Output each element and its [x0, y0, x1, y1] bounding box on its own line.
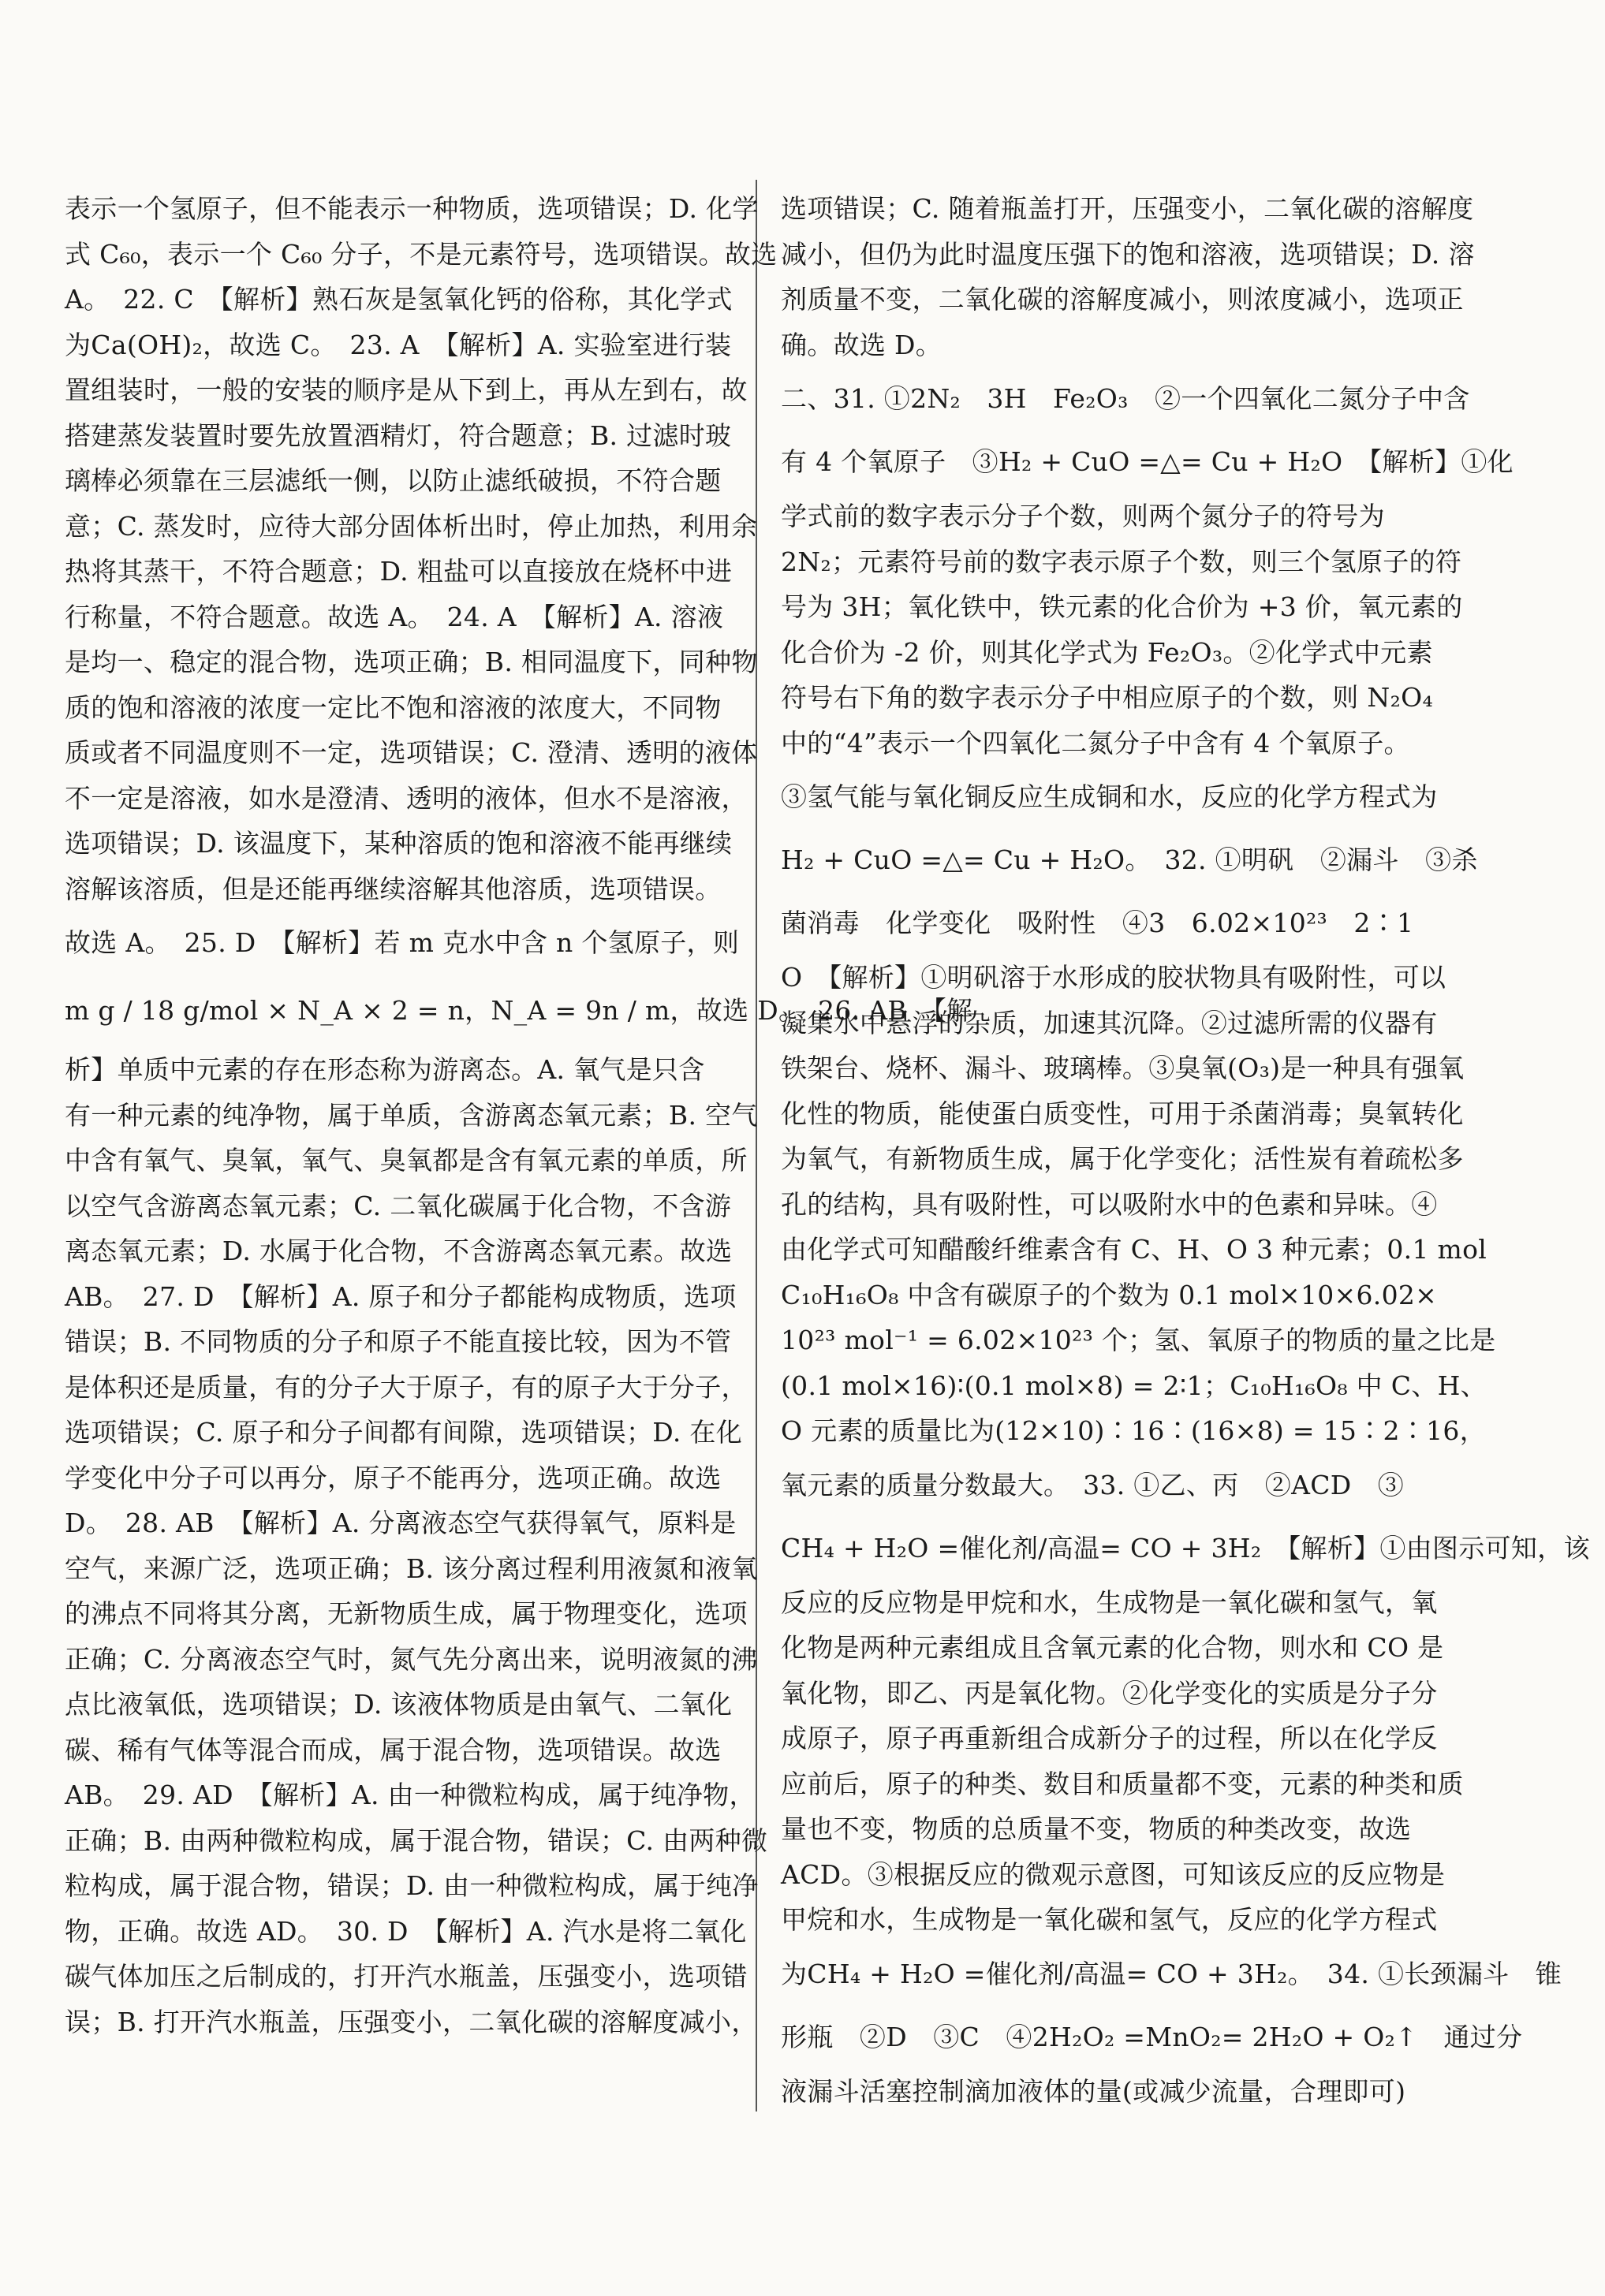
text-line: 液漏斗活塞控制滴加液体的量(或减少流量，合理即可) [781, 2075, 1406, 2107]
text-line: 以空气含游离态氧元素；C. 二氧化碳属于化合物，不含游 [65, 1190, 732, 1221]
text-line: 成原子，原子再重新组合成新分子的过程，所以在化学反 [781, 1723, 1438, 1754]
text-line: 10²³ mol⁻¹ = 6.02×10²³ 个；氢、氧原子的物质的量之比是 [781, 1325, 1496, 1355]
text-line: 热将其蒸干，不符合题意；D. 粗盐可以直接放在烧杯中进 [65, 556, 733, 587]
text-line: 点比液氧低，选项错误；D. 该液体物质是由氧气、二氧化 [65, 1689, 733, 1720]
text-line: 是均一、稳定的混合物，选项正确；B. 相同温度下，同种物 [65, 647, 758, 677]
text-line: 正确；C. 分离液态空气时，氮气先分离出来，说明液氮的沸 [65, 1643, 758, 1675]
text-line: 应前后，原子的种类、数目和质量都不变，元素的种类和质 [781, 1768, 1464, 1799]
text-line: 误；B. 打开汽水瓶盖，压强变小，二氧化碳的溶解度减小， [65, 2006, 758, 2037]
text-line: C₁₀H₁₆O₈ 中含有碳原子的个数为 0.1 mol×10×6.02× [781, 1279, 1438, 1310]
text-line: 减小，但仍为此时温度压强下的饱和溶液，选项错误；D. 溶 [781, 238, 1475, 270]
text-line: 氧元素的质量分数最大。 33. ①乙、丙 ②ACD ③ [781, 1469, 1405, 1500]
text-line: AB。 29. AD 【解析】A. 由一种微粒构成，属于纯净物， [65, 1780, 756, 1810]
text-line: 故选 A。 25. D 【解析】若 m 克水中含 n 个氢原子，则 [65, 927, 740, 958]
text-line: 中的“4”表示一个四氧化二氮分子中含有 4 个氧原子。 [781, 727, 1410, 758]
text-line: O 【解析】①明矾溶于水形成的胶状物具有吸附性，可以 [781, 962, 1446, 993]
text-line: 粒构成，属于混合物，错误；D. 由一种微粒构成，属于纯净 [65, 1870, 759, 1901]
text-line: m g / 18 g/mol × N_A × 2 = n，N_A = 9n / m，故选 D。 26. AB 【解 [65, 995, 973, 1026]
text-line: 化性的物质，能使蛋白质变性，可用于杀菌消毒；臭氧转化 [781, 1098, 1464, 1129]
text-line: 不一定是溶液，如水是澄清、透明的液体，但水不是溶液， [65, 782, 748, 814]
text-line: 形瓶 ②D ③C ④2H₂O₂ =MnO₂= 2H₂O + O₂↑ 通过分 [781, 2021, 1523, 2052]
text-line: 2N₂；元素符号前的数字表示原子个数，则三个氢原子的符 [781, 546, 1462, 577]
text-line: D。 28. AB 【解析】A. 分离液态空气获得氧气，原料是 [65, 1508, 737, 1538]
text-line: 搭建蒸发装置时要先放置酒精灯，符合题意；B. 过滤时玻 [65, 419, 732, 451]
text-line: 二、31. ①2N₂ 3H Fe₂O₃ ②一个四氧化二氮分子中含 [781, 383, 1470, 414]
text-line: 有一种元素的纯净物，属于单质，含游离态氧元素；B. 空气 [65, 1099, 758, 1131]
text-line: 行称量，不符合题意。故选 A。 24. A 【解析】A. 溶液 [65, 601, 724, 632]
text-line: AB。 27. D 【解析】A. 原子和分子都能构成物质，选项 [65, 1280, 737, 1312]
text-line: CH₄ + H₂O =催化剂/高温= CO + 3H₂ 【解析】①由图示可知，该 [781, 1532, 1590, 1564]
text-line: 碳气体加压之后制成的，打开汽水瓶盖，压强变小，选项错 [65, 1961, 748, 1992]
text-line: O 元素的质量比为(12×10)∶16∶(16×8) = 15∶2∶16， [781, 1415, 1487, 1446]
text-line: 化合价为 -2 价，则其化学式为 Fe₂O₃。②化学式中元素 [781, 636, 1433, 668]
text-line: 铁架台、烧杯、漏斗、玻璃棒。③臭氧(O₃)是一种具有强氧 [781, 1053, 1465, 1083]
text-line: 学式前的数字表示分子个数，则两个氮分子的符号为 [781, 501, 1385, 531]
text-line: 为CH₄ + H₂O =催化剂/高温= CO + 3H₂。 34. ①长颈漏斗 锥 [781, 1958, 1562, 1989]
text-line: 正确；B. 由两种微粒构成，属于混合物，错误；C. 由两种微 [65, 1824, 768, 1856]
text-line: 选项错误；D. 该温度下，某种溶质的饱和溶液不能再继续 [65, 828, 733, 859]
text-line: 是体积还是质量，有的分子大于原子，有的原子大于分子， [65, 1371, 748, 1403]
text-line: 碳、稀有气体等混合而成，属于混合物，选项错误。故选 [65, 1734, 722, 1765]
text-line: 错误；B. 不同物质的分子和原子不能直接比较，因为不管 [65, 1326, 732, 1357]
text-line: 由化学式可知醋酸纤维素含有 C、H、O 3 种元素；0.1 mol [781, 1234, 1487, 1265]
text-line: 甲烷和水，生成物是一氧化碳和氢气，反应的化学方程式 [781, 1904, 1438, 1935]
text-line: 为氧气，有新物质生成，属于化学变化；活性炭有着疏松多 [781, 1143, 1464, 1174]
text-line: ACD。③根据反应的微观示意图，可知该反应的反应物是 [781, 1858, 1446, 1890]
text-line: 菌消毒 化学变化 吸附性 ④3 6.02×10²³ 2∶1 [781, 908, 1414, 938]
text-line: 溶解该溶质，但是还能再继续溶解其他溶质，选项错误。 [65, 873, 722, 904]
text-line: 质的饱和溶液的浓度一定比不饱和溶液的浓度大，不同物 [65, 691, 722, 723]
text-line: 有 4 个氧原子 ③H₂ + CuO =△= Cu + H₂O 【解析】①化 [781, 446, 1514, 477]
text-line: A。 22. C 【解析】熟石灰是氢氧化钙的俗称，其化学式 [65, 284, 733, 315]
text-line: 离态氧元素；D. 水属于化合物，不含游离态氧元素。故选 [65, 1236, 733, 1266]
text-line: 的沸点不同将其分离，无新物质生成，属于物理变化，选项 [65, 1598, 748, 1629]
text-line: 空气，来源广泛，选项正确；B. 该分离过程利用液氮和液氧 [65, 1552, 758, 1584]
text-line: 置组装时，一般的安装的顺序是从下到上，再从左到右，故 [65, 375, 748, 405]
text-line: 凝集水中悬浮的杂质，加速其沉降。②过滤所需的仪器有 [781, 1007, 1438, 1038]
text-line: 号为 3H；氧化铁中，铁元素的化合价为 +3 价，氧元素的 [781, 591, 1463, 622]
text-line: 意；C. 蒸发时，应待大部分固体析出时，停止加热，利用余 [65, 510, 758, 542]
text-line: 化物是两种元素组成且含氧元素的化合物，则水和 CO 是 [781, 1632, 1444, 1663]
text-line: 反应的反应物是甲烷和水，生成物是一氧化碳和氢气，氧 [781, 1586, 1438, 1618]
text-line: 选项错误；C. 原子和分子间都有间隙，选项错误；D. 在化 [65, 1417, 743, 1448]
text-line: 中含有氧气、臭氧，氧气、臭氧都是含有氧元素的单质，所 [65, 1145, 748, 1176]
text-line: 物，正确。故选 AD。 30. D 【解析】A. 汽水是将二氧化 [65, 1915, 747, 1947]
left-column [65, 186, 973, 2044]
text-line: 剂质量不变，二氧化碳的溶解度减小，则浓度减小，选项正 [781, 284, 1464, 315]
text-line: 选项错误；C. 随着瓶盖打开，压强变小，二氧化碳的溶解度 [781, 193, 1474, 224]
text-line: 表示一个氢原子，但不能表示一种物质，选项错误；D. 化学 [65, 193, 759, 224]
text-line: H₂ + CuO =△= Cu + H₂O。 32. ①明矾 ②漏斗 ③杀 [781, 844, 1478, 875]
text-line: ③氢气能与氧化铜反应生成铜和水，反应的化学方程式为 [781, 781, 1438, 812]
text-line: 析】单质中元素的存在形态称为游离态。A. 氧气是只含 [65, 1054, 705, 1085]
text-line: 式 C₆₀，表示一个 C₆₀ 分子，不是元素符号，选项错误。故选 [65, 238, 778, 270]
text-line: (0.1 mol×16)∶(0.1 mol×8) = 2∶1；C₁₀H₁₆O₈ 中 C、H、 [781, 1370, 1487, 1401]
text-line: 确。故选 D。 [781, 329, 942, 360]
text-line: 学变化中分子可以再分，原子不能再分，选项正确。故选 [65, 1462, 722, 1493]
text-line: 为Ca(OH)₂，故选 C。 23. A 【解析】A. 实验室进行装 [65, 329, 732, 360]
text-line: 氧化物，即乙、丙是氧化物。②化学变化的实质是分子分 [781, 1677, 1438, 1709]
text-line: 质或者不同温度则不一定，选项错误；C. 澄清、透明的液体 [65, 737, 758, 768]
text-line: 量也不变，物质的总质量不变，物质的种类改变，故选 [781, 1813, 1412, 1844]
right-column [781, 186, 1590, 2114]
text-line: 孔的结构，具有吸附性，可以吸附水中的色素和异味。④ [781, 1188, 1438, 1220]
text-line: 璃棒必须靠在三层滤纸一侧，以防止滤纸破损，不符合题 [65, 465, 722, 496]
text-line: 符号右下角的数字表示分子中相应原子的个数，则 N₂O₄ [781, 682, 1433, 713]
